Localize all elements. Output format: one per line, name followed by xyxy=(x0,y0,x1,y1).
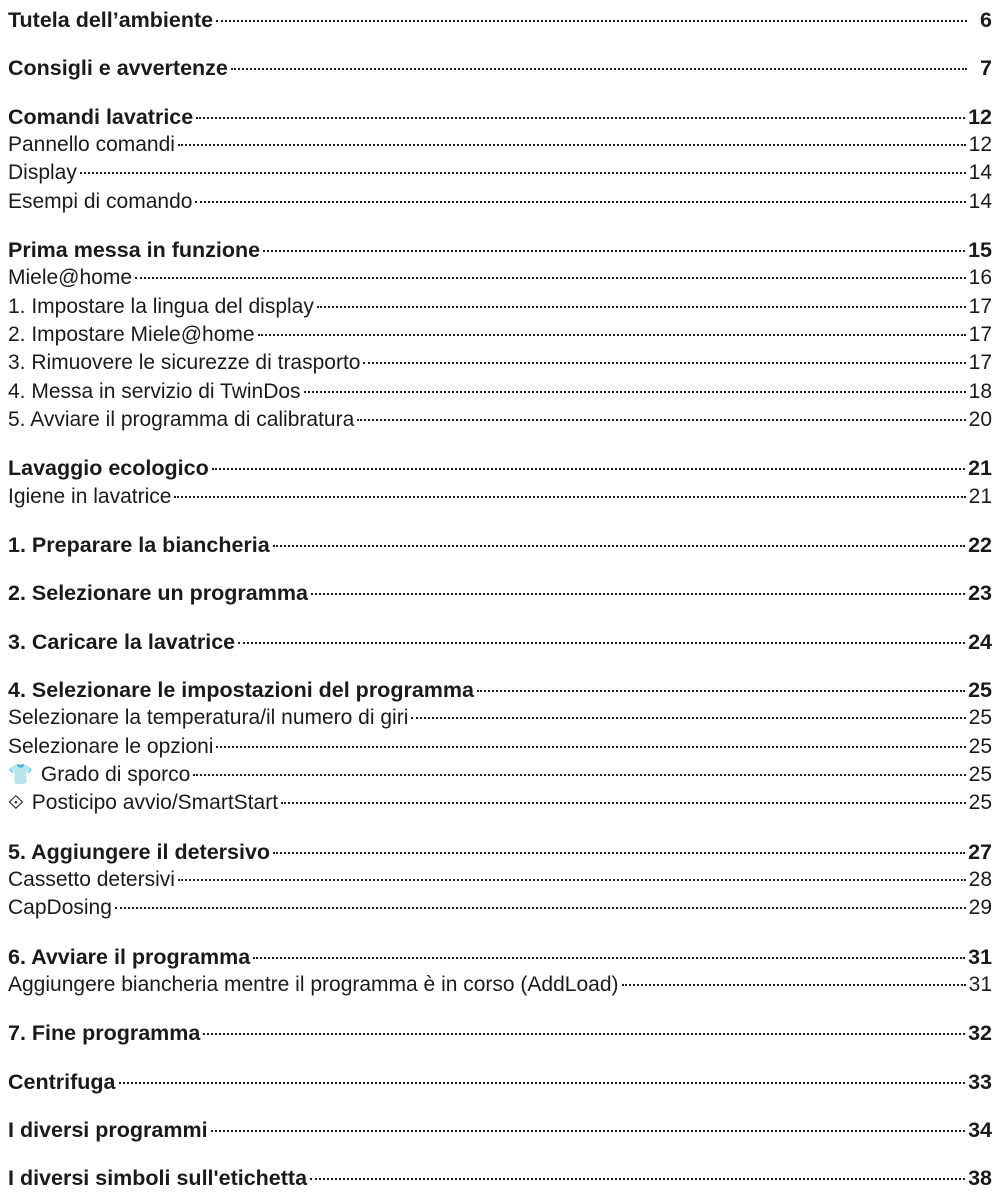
toc-entry-title xyxy=(8,579,308,607)
toc-entry-text: Pannello comandi xyxy=(8,132,175,156)
toc-entry-text: CapDosing xyxy=(8,896,112,920)
toc-page-number: 14 xyxy=(968,189,992,213)
toc-entry-text: Aggiungere biancheria mentre il programma è in corso (AddLoad) xyxy=(8,973,619,996)
toc-entry-text: Centrifuga xyxy=(8,1069,116,1094)
dot-leader xyxy=(195,201,965,203)
toc-entry[interactable] xyxy=(8,159,992,187)
toc-entry-title xyxy=(8,188,192,216)
toc-entry-title xyxy=(8,264,132,292)
toc-entry-title xyxy=(8,454,209,482)
toc-heading[interactable] xyxy=(8,676,992,704)
toc-heading[interactable] xyxy=(8,454,992,482)
toc-page-number: 17 xyxy=(968,294,992,318)
dot-leader xyxy=(304,391,966,393)
dot-leader xyxy=(231,68,967,70)
toc-entry-title xyxy=(8,349,360,377)
dot-leader xyxy=(178,144,966,146)
toc-entry-title xyxy=(8,6,213,34)
dot-leader xyxy=(212,468,965,470)
toc-entry-title xyxy=(8,838,270,866)
toc-entry-text: 2. Impostare Miele@home xyxy=(8,323,255,347)
toc-entry-text: Esempi di comando xyxy=(8,189,193,213)
toc-entry[interactable] xyxy=(8,971,992,999)
dot-leader xyxy=(311,593,965,595)
dot-leader xyxy=(317,306,966,308)
toc-heading[interactable] xyxy=(8,1164,992,1192)
dot-leader xyxy=(178,879,966,881)
toc-entry-text: 3. Rimuovere le sicurezze di trasporto xyxy=(8,351,361,375)
toc-entry-title xyxy=(8,293,314,321)
toc-entry-title xyxy=(8,676,474,704)
toc-page-number: 12 xyxy=(968,132,992,156)
dot-leader xyxy=(477,690,965,692)
dot-leader xyxy=(238,642,965,644)
toc-entry-title xyxy=(8,1164,307,1192)
toc-entry[interactable] xyxy=(8,894,992,922)
shirt-icon: 👕 xyxy=(8,763,33,786)
toc-entry-text: Igiene in lavatrice xyxy=(8,484,172,508)
toc-heading[interactable] xyxy=(8,943,992,971)
toc-entry[interactable] xyxy=(8,293,992,321)
toc-entry-title xyxy=(8,761,190,789)
dot-leader xyxy=(174,496,965,498)
toc-entry[interactable] xyxy=(8,733,992,761)
toc-page-number: 22 xyxy=(968,533,992,558)
toc-page-number: 27 xyxy=(968,839,992,864)
toc-page-number: 16 xyxy=(968,266,992,290)
toc-entry-title xyxy=(8,378,301,406)
toc-page-number: 25 xyxy=(968,706,992,730)
toc-entry-text: Posticipo avvio/SmartStart xyxy=(31,791,279,815)
toc-page-number: 24 xyxy=(968,629,992,654)
toc-entry-title xyxy=(8,1116,208,1144)
toc-entry-title xyxy=(8,236,260,264)
toc-entry-text: Selezionare le opzioni xyxy=(8,734,214,758)
dot-leader xyxy=(115,907,966,909)
toc-page-number: 21 xyxy=(968,484,992,508)
dot-leader xyxy=(357,419,965,421)
toc-entry[interactable] xyxy=(8,761,992,789)
toc-heading[interactable] xyxy=(8,236,992,264)
toc-page-number: 21 xyxy=(968,456,992,481)
dot-leader xyxy=(203,1033,965,1035)
dot-leader xyxy=(80,172,966,174)
toc-heading[interactable] xyxy=(8,54,992,82)
toc-page-number: 20 xyxy=(968,408,992,432)
toc-entry-title xyxy=(8,1068,116,1096)
toc-entry-text: 2. Selezionare un programma xyxy=(8,581,308,606)
toc-entry-title xyxy=(8,894,112,922)
toc-page-number: 34 xyxy=(968,1117,992,1142)
toc-entry-text: Selezionare la temperatura/il numero di giri xyxy=(8,706,409,730)
toc-entry-text: 6. Avviare il programma xyxy=(8,944,251,969)
toc-page-number: 17 xyxy=(968,351,992,375)
toc-heading[interactable] xyxy=(8,1068,992,1096)
dot-leader xyxy=(193,774,965,776)
toc-entry-title xyxy=(8,943,250,971)
toc-entry-text: 4. Messa in servizio di TwinDos xyxy=(8,379,301,403)
toc-entry-text: Tutela dell’ambiente xyxy=(8,8,214,32)
toc-entry-title xyxy=(8,789,278,817)
toc-entry-title xyxy=(8,54,228,82)
toc-entry-text: 1. Preparare la biancheria xyxy=(8,533,270,558)
toc-entry[interactable] xyxy=(8,349,992,377)
toc-page-number: 18 xyxy=(968,379,992,403)
toc-page-number: 32 xyxy=(968,1021,992,1046)
toc-entry-title xyxy=(8,159,77,187)
toc-page-number: 31 xyxy=(968,973,992,996)
dot-leader xyxy=(273,545,965,547)
toc-entry-title xyxy=(8,103,193,131)
toc-entry-title xyxy=(8,1019,200,1047)
toc-entry[interactable] xyxy=(8,131,992,159)
toc-entry-text: 5. Avviare il programma di calibratura xyxy=(8,408,355,432)
dot-leader xyxy=(622,984,966,986)
toc-entry[interactable] xyxy=(8,378,992,406)
toc-entry-title xyxy=(8,971,619,999)
toc-entry-title xyxy=(8,321,255,349)
dot-leader xyxy=(216,20,967,22)
toc-heading[interactable] xyxy=(8,1019,992,1047)
toc-entry-text: I diversi simboli sull'etichetta xyxy=(8,1166,308,1190)
dot-leader xyxy=(196,117,965,119)
toc-entry-text: Grado di sporco xyxy=(40,762,191,786)
toc-heading[interactable] xyxy=(8,6,992,34)
toc-entry[interactable] xyxy=(8,704,992,732)
toc-entry-text: Comandi lavatrice xyxy=(8,104,194,129)
toc-page-number: 33 xyxy=(968,1069,992,1094)
toc-page-number: 6 xyxy=(980,8,992,32)
toc-entry-text: Miele@home xyxy=(8,266,133,290)
toc-heading[interactable] xyxy=(8,579,992,607)
toc-page-number: 23 xyxy=(968,581,992,606)
toc-entry[interactable] xyxy=(8,866,992,894)
dot-leader xyxy=(258,334,966,336)
dot-leader xyxy=(253,957,965,959)
toc-page-number: 7 xyxy=(980,56,992,81)
toc-heading[interactable] xyxy=(8,628,992,656)
toc-heading[interactable] xyxy=(8,838,992,866)
delay-start-icon: ⟐ xyxy=(8,792,24,815)
toc-page-number: 38 xyxy=(968,1166,992,1190)
toc-heading[interactable] xyxy=(8,1116,992,1144)
toc-entry-text: Consigli e avvertenze xyxy=(8,56,228,81)
toc-entry-title xyxy=(8,733,213,761)
dot-leader xyxy=(273,852,965,854)
dot-leader xyxy=(135,277,966,279)
toc-entry[interactable] xyxy=(8,264,992,292)
toc-page-number: 17 xyxy=(968,323,992,347)
toc-entry[interactable] xyxy=(8,321,992,349)
toc-page-number: 25 xyxy=(968,762,992,786)
toc-entry-title xyxy=(8,531,270,559)
toc-entry-title xyxy=(8,131,175,159)
toc-entry-text: I diversi programmi xyxy=(8,1117,208,1142)
toc-page-number: 25 xyxy=(968,734,992,758)
toc-entry-text: 7. Fine programma xyxy=(8,1021,201,1046)
toc-page-number: 14 xyxy=(968,161,992,185)
dot-leader xyxy=(363,362,965,364)
toc-heading[interactable] xyxy=(8,103,992,131)
toc-entry-text: Lavaggio ecologico xyxy=(8,456,209,481)
toc-entry-text: 1. Impostare la lingua del display xyxy=(8,294,314,318)
toc-page-number: 31 xyxy=(968,944,992,969)
toc-entry[interactable] xyxy=(8,406,992,434)
toc-entry-text: 5. Aggiungere il detersivo xyxy=(8,839,271,864)
toc-page-number: 12 xyxy=(968,104,992,129)
toc-page-number: 25 xyxy=(968,791,992,815)
dot-leader xyxy=(216,746,965,748)
toc-entry[interactable] xyxy=(8,188,992,216)
toc-entry-title xyxy=(8,406,354,434)
toc-entry[interactable] xyxy=(8,789,992,817)
toc-entry-title xyxy=(8,483,171,511)
toc-page-number: 29 xyxy=(968,896,992,920)
toc-page-number: 25 xyxy=(968,677,992,702)
toc-page-number: 15 xyxy=(968,237,992,262)
toc-entry-text: 3. Caricare la lavatrice xyxy=(8,629,236,654)
dot-leader xyxy=(411,717,965,719)
toc-entry-text: Display xyxy=(8,161,77,185)
toc-entry-text: Cassetto detersivi xyxy=(8,867,175,891)
toc-entry-text: Prima messa in funzione xyxy=(8,237,261,262)
dot-leader xyxy=(263,250,965,252)
dot-leader xyxy=(119,1082,966,1084)
toc-entry-title xyxy=(8,704,408,732)
toc-page-number: 28 xyxy=(968,867,992,891)
dot-leader xyxy=(281,802,966,804)
toc-entry-title xyxy=(8,866,175,894)
dot-leader xyxy=(211,1130,966,1132)
toc-entry-title xyxy=(8,628,235,656)
toc-entry[interactable] xyxy=(8,483,992,511)
toc-heading[interactable] xyxy=(8,531,992,559)
toc-entry-text: 4. Selezionare le impostazioni del programma xyxy=(8,677,474,702)
dot-leader xyxy=(310,1178,965,1180)
